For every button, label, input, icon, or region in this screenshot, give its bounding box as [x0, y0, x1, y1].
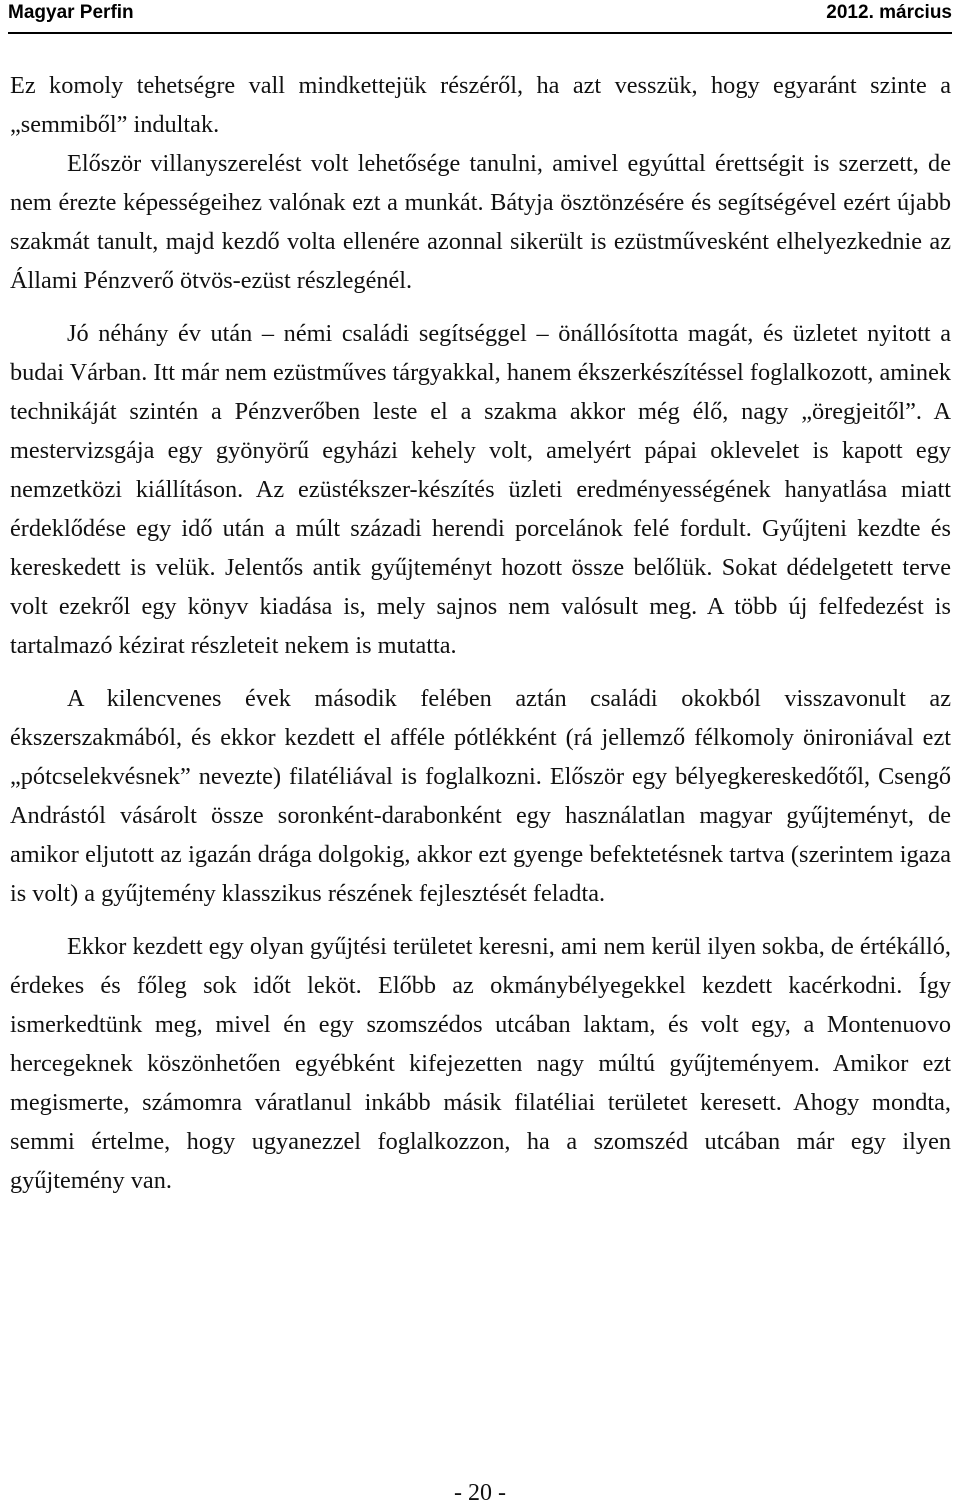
publication-title: Magyar Perfin [8, 2, 134, 23]
paragraph: Ez komoly tehetségre vall mindkettejük részéről, ha azt vesszük, hogy egyaránt szinte a „semmiből” indultak. [10, 72, 951, 138]
paragraph: Először villanyszerelést volt lehetősége tanulni, amivel egyúttal érettségit is szerzett, de nem érezte képességeihez valónak ezt a munkát. Bátyja ösztönzésére és segítségével ezért újabb szakmát tanult, majd kezdő volta ellenére azonnal sikerült is ezüstművesként elhelyezkednie az Állami Pénzverő ötvös-ezüst részlegénél. [10, 150, 951, 294]
paragraph: Ekkor kezdett egy olyan gyűjtési területet keresni, ami nem kerül ilyen sokba, de értékálló, érdekes és főleg sok időt leköt. Előbb az okmánybélyegekkel kezdett kacérkodni. Így ismerkedtünk meg, mivel én egy szomszédos utcában laktam, és volt egy, a Montenuovo hercegeknek köszönhetően egyébként kifejezetten nagy múltú gyűjteményem. Amikor ezt megismerte, számomra váratlanul inkább másik filatéliai területet keresett. Ahogy mondta, semmi értelme, hogy ugyanezzel foglalkozzon, ha a szomszéd utcában már egy ilyen gyűjtemény van. [10, 933, 951, 1194]
page-number: - 20 - [454, 1480, 506, 1506]
issue-date: 2012. március [826, 2, 952, 23]
page-header [8, 0, 952, 34]
paragraph: Jó néhány év után – némi családi segítséggel – önállósította magát, és üzletet nyitott a budai Várban. Itt már nem ezüstműves tárgyakkal, hanem ékszerkészítéssel foglalkozott, aminek technikáját szintén a Pénzverőben leste el a szakma akkor még élő, nagy „öregjeitől”. A mestervizsgája egy gyönyörű egyházi kehely volt, amelyért pápai oklevelet is kapott egy nemzetközi kiállításon. Az ezüstékszer-készítés üzleti eredményességének hanyatlása miatt érdeklődése egy idő után a múlt századi herendi porcelánok felé fordult. Gyűjteni kezdte és kereskedett is velük. Jelentős antik gyűjteményt hozott össze belőlük. Sokat dédelgetett terve volt ezekről egy könyv kiadása is, mely sajnos nem valósult meg. A több új felfedezést is tartalmazó kézirat részleteit nekem is mutatta. [10, 320, 951, 659]
article-body [10, 66, 951, 1200]
paragraph: A kilencvenes évek második felében aztán családi okokból visszavonult az ékszerszakmából, és ekkor kezdett el afféle pótlékként (rá jellemző félkomoly önironiával ezt „pótcselekvésnek” nevezte) filatéliával is foglalkozni. Először egy bélyegkereskedőtől, Csengő Andrástól vásárolt össze soronként-darabonként egy használatlan magyar gyűjteményt, de amikor eljutott az igazán drága dolgokig, akkor ezt gyenge befektetésnek tartva (szerintem igaza is volt) a gyűjtemény klasszikus részének fejlesztését feladta. [10, 685, 951, 907]
